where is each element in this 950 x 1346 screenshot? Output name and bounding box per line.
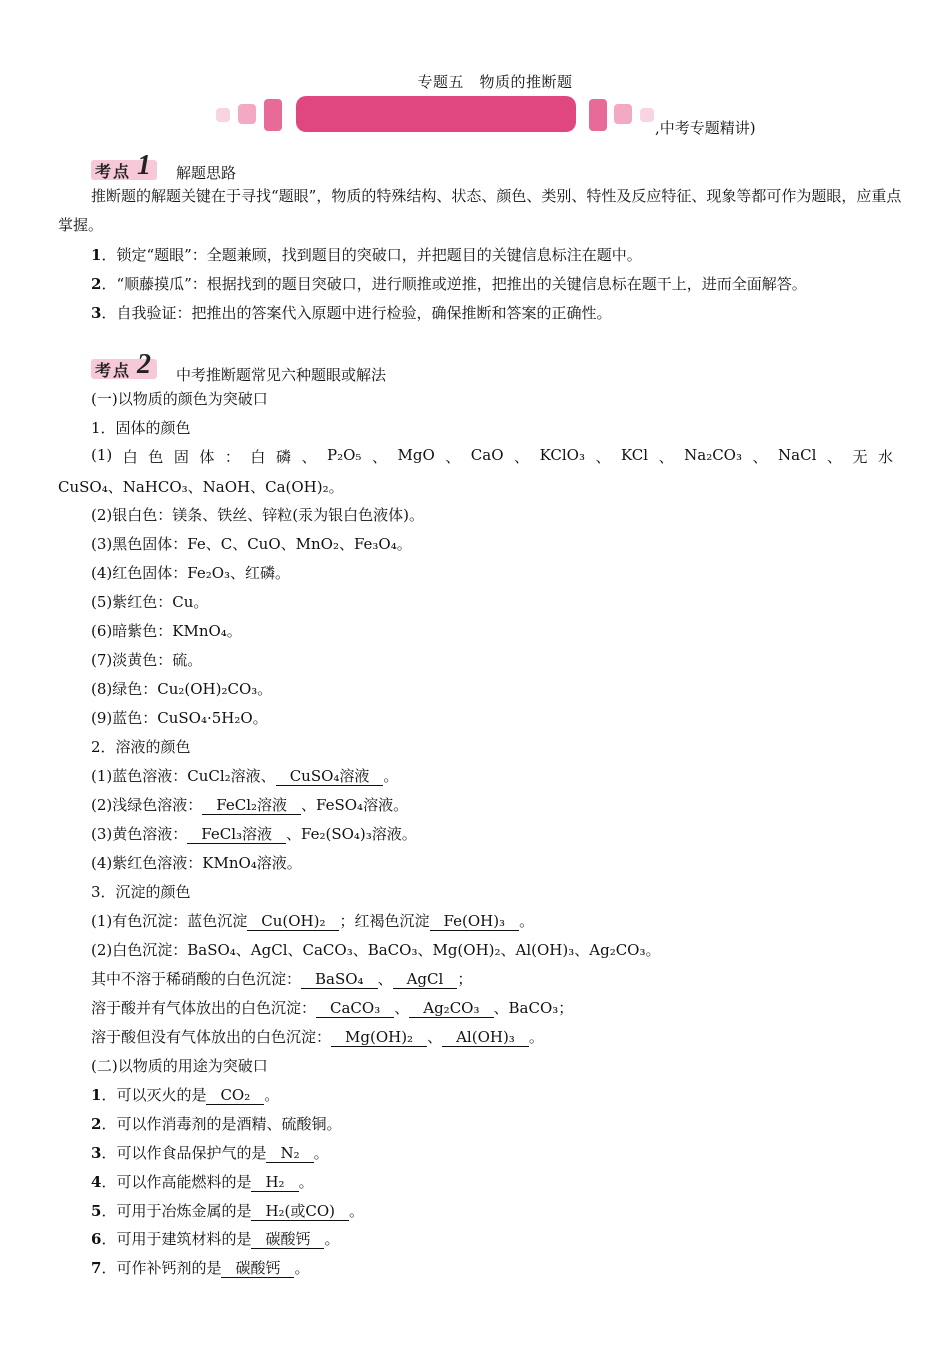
solution-item: (1)蓝色溶液：CuCl₂溶液、 CuSO₄溶液 。 (91, 767, 399, 785)
badge-number: 1 (137, 150, 151, 181)
banner-tag: ,中考专题精讲) (655, 119, 756, 137)
answer-blank: CO₂ (206, 1087, 264, 1105)
subheading: 1．固体的颜色 (91, 419, 191, 437)
answer-blank: FeCl₃溶液 (187, 826, 286, 844)
solid-color-item: (8)绿色：Cu₂(OH)₂CO₃。 (91, 680, 273, 698)
solution-item: (4)紫红色溶液：KMnO₄溶液。 (91, 854, 302, 872)
answer-blank: CuSO₄溶液 (276, 768, 384, 786)
use-item: 7．可作补钙剂的是 碳酸钙 。 (91, 1259, 310, 1277)
banner-deco-square (640, 108, 654, 122)
white-solids-line: CuSO₄、NaHCO₃、NaOH、Ca(OH)₂。 (58, 478, 344, 496)
solid-color-item: (2)银白色：镁条、铁丝、锌粒(汞为银白色液体)。 (91, 506, 424, 524)
precipitate-item: 其中不溶于稀硝酸的白色沉淀： BaSO₄ 、 AgCl ； (91, 970, 473, 988)
precipitate-item: (2)白色沉淀：BaSO₄、AgCl、CaCO₃、BaCO₃、Mg(OH)₂、Al(OH)₃、Ag₂CO₃。 (91, 941, 661, 959)
step-item: 3．自我验证：把推出的答案代入原题中进行检验，确保推断和答案的正确性。 (91, 304, 612, 322)
subheading: 3．沉淀的颜色 (91, 883, 191, 901)
answer-blank: Ag₂CO₃ (409, 1000, 493, 1018)
answer-blank: AgCl (393, 971, 458, 989)
solid-color-item: (7)淡黄色：硫。 (91, 651, 203, 669)
answer-blank: 碳酸钙 (251, 1231, 324, 1249)
answer-blank: 碳酸钙 (221, 1260, 294, 1278)
use-item: 1．可以灭火的是 CO₂ 。 (91, 1086, 280, 1104)
use-item: 2．可以作消毒剂的是酒精、硫酸铜。 (91, 1115, 342, 1133)
use-item: 3．可以作食品保护气的是 N₂ 。 (91, 1144, 329, 1162)
subheading: 2．溶液的颜色 (91, 738, 191, 756)
solid-color-item: (4)红色固体：Fe₂O₃、红磷。 (91, 564, 291, 582)
solid-color-item: (9)蓝色：CuSO₄·5H₂O。 (91, 709, 268, 727)
badge-label: 考点 (95, 361, 132, 380)
solid-color-item: (3)黑色固体：Fe、C、CuO、MnO₂、Fe₃O₄。 (91, 535, 412, 553)
precipitate-item: 溶于酸并有气体放出的白色沉淀： CaCO₃ 、 Ag₂CO₃ 、BaCO₃； (91, 999, 574, 1017)
answer-blank: Al(OH)₃ (442, 1029, 529, 1047)
answer-blank: Cu(OH)₂ (247, 913, 339, 931)
use-item: 5．可用于冶炼金属的是 H₂(或CO) 。 (91, 1202, 365, 1220)
step-item: 1．锁定“题眼”：全题兼顾，找到题目的突破口，并把题目的关键信息标注在题中。 (91, 246, 642, 264)
intro-paragraph: 推断题的解题关键在于寻找“题眼”，物质的特殊结构、状态、颜色、类别、特性及反应特征、现象等都可作为题眼，应重点掌握。 (58, 187, 902, 234)
step-item: 2．“顺藤摸瓜”：根据找到的题目突破口，进行顺推或逆推，把推出的关键信息标在题干上，进而全面解答。 (91, 275, 807, 293)
solution-item: (3)黄色溶液： FeCl₃溶液 、Fe₂(SO₄)₃溶液。 (91, 825, 417, 843)
answer-blank: H₂ (251, 1174, 298, 1192)
banner-deco-square (264, 99, 282, 131)
precipitate-item: 溶于酸但没有气体放出的白色沉淀： Mg(OH)₂ 、 Al(OH)₃ 。 (91, 1028, 544, 1046)
page-title: 专题五 物质的推断题 (417, 73, 573, 91)
answer-blank: H₂(或CO) (251, 1203, 349, 1221)
section-title: 解题思路 (176, 164, 237, 182)
banner-deco-square (238, 104, 256, 124)
banner-deco-square (216, 108, 230, 122)
answer-blank: Mg(OH)₂ (331, 1029, 427, 1047)
solid-color-item: (6)暗紫色：KMnO₄。 (91, 622, 242, 640)
use-item: 4．可以作高能燃料的是 H₂ 。 (91, 1173, 314, 1191)
banner-bar (296, 96, 576, 132)
answer-blank: BaSO₄ (301, 971, 378, 989)
section-title: 中考推断题常见六种题眼或解法 (176, 366, 387, 384)
answer-blank: CaCO₃ (316, 1000, 394, 1018)
badge-label: 考点 (95, 162, 132, 181)
solution-item: (2)浅绿色溶液： FeCl₂溶液 、FeSO₄溶液。 (91, 796, 409, 814)
section-badge (91, 150, 161, 182)
white-solids-line: (1) 白 色 固 体 ： 白 磷 、 P₂O₅ 、 MgO 、 CaO 、 KClO₃ 、 KCl 、 Na₂CO₃ 、 NaCl 、 无 水 (91, 446, 893, 466)
title-banner (0, 96, 950, 136)
section-badge (91, 349, 161, 381)
answer-blank: FeCl₂溶液 (202, 797, 301, 815)
part-title: (二)以物质的用途为突破口 (91, 1057, 268, 1075)
badge-number: 2 (137, 349, 151, 380)
answer-blank: N₂ (266, 1145, 313, 1163)
part-title: (一)以物质的颜色为突破口 (91, 390, 268, 408)
precipitate-item: (1)有色沉淀：蓝色沉淀 Cu(OH)₂ ；红褐色沉淀 Fe(OH)₃ 。 (91, 912, 535, 930)
banner-deco-square (614, 104, 632, 124)
banner-deco-square (589, 99, 607, 131)
use-item: 6．可用于建筑材料的是 碳酸钙 。 (91, 1230, 340, 1248)
answer-blank: Fe(OH)₃ (430, 913, 520, 931)
solid-color-item: (5)紫红色：Cu。 (91, 593, 209, 611)
